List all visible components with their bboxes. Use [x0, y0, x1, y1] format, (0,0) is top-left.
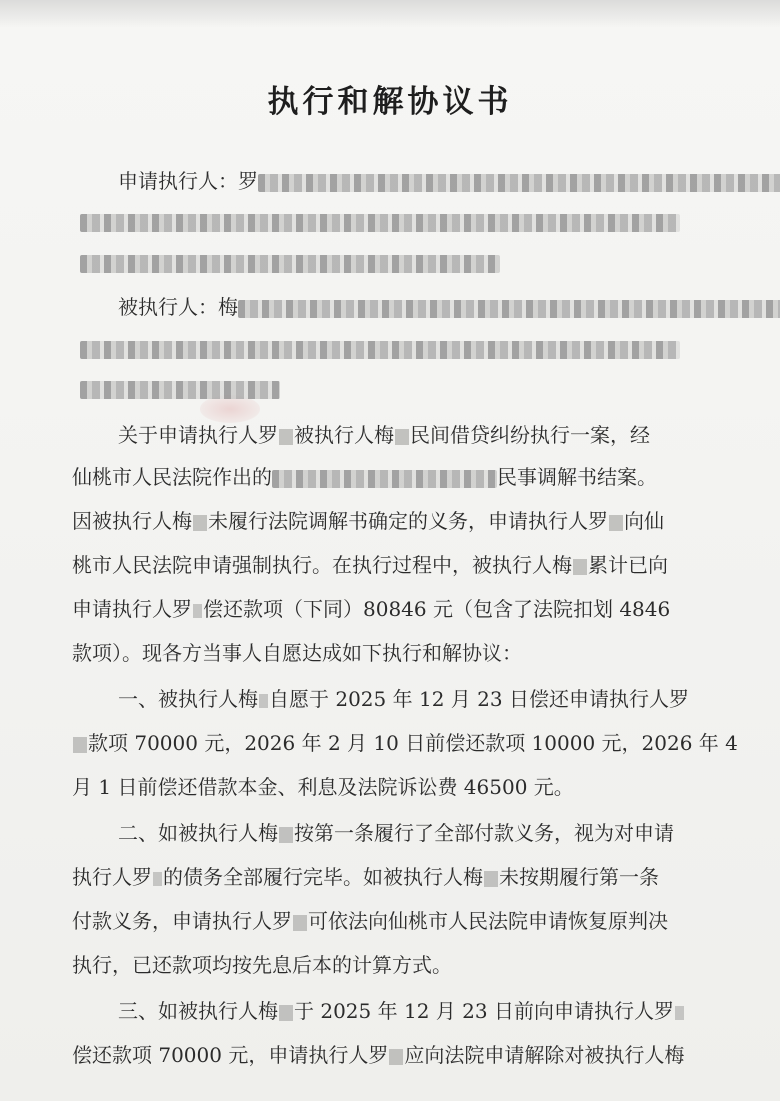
redacted-respondent-info-3 [80, 381, 280, 399]
redacted-name [279, 429, 293, 445]
text: 按第一条履行了全部付款义务，视为对申请 [294, 821, 674, 845]
text: 累计已向 [588, 553, 668, 577]
text: 仙桃市人民法院作出的 [72, 465, 272, 489]
text: 因被执行人梅 [72, 509, 192, 533]
text: 执行人罗 [72, 865, 152, 889]
para1-line5 [72, 593, 670, 625]
para3-line2 [72, 861, 659, 893]
applicant-line-3 [80, 246, 500, 278]
para2-line3 [72, 771, 574, 803]
redacted-name [389, 1049, 403, 1065]
respondent-line-3 [80, 372, 280, 404]
para2-line1 [118, 683, 689, 715]
para1-line4 [72, 549, 668, 581]
applicant-line [118, 165, 780, 197]
redacted-name [259, 694, 268, 708]
text: 三、如被执行人梅 [118, 999, 278, 1023]
text: 申请执行人罗 [72, 597, 192, 621]
text: 于 2025 年 12 月 23 日前向申请执行人罗 [294, 999, 674, 1023]
text: 向仙 [624, 509, 664, 533]
redacted-name [573, 559, 587, 575]
text: 应向法院申请解除对被执行人梅 [404, 1043, 685, 1067]
redacted-name [73, 737, 87, 753]
redacted-applicant-info-2 [80, 214, 680, 232]
text: 可依法向仙桃市人民法院申请恢复原判决 [308, 909, 668, 933]
text: 民间借贷纠纷执行一案，经 [410, 423, 650, 447]
text: 未履行法院调解书确定的义务，申请执行人罗 [208, 509, 608, 533]
para2-line2 [72, 727, 738, 759]
respondent-label: 被执行人：梅 [118, 295, 238, 319]
text: 桃市人民法院申请强制执行。在执行过程中，被执行人梅 [72, 553, 572, 577]
text: 的债务全部履行完毕。如被执行人梅 [163, 865, 483, 889]
redacted-applicant-info-3 [80, 255, 500, 273]
applicant-label: 申请执行人：罗 [118, 169, 258, 193]
applicant-line-2 [80, 205, 680, 237]
text: 未按期履行第一条 [499, 865, 659, 889]
redacted-name [675, 1006, 684, 1020]
text: 款项 70000 元，2026 年 2 月 10 日前偿还款项 10000 元，2026 年 4 [88, 731, 738, 755]
text: 月 1 日前偿还借款本金、利息及法院诉讼费 46500 元。 [72, 775, 574, 799]
para4-line2 [72, 1039, 684, 1071]
redacted-respondent-info [238, 300, 780, 318]
redacted-name [609, 515, 623, 531]
redacted-name [279, 1005, 293, 1021]
top-shadow [0, 0, 780, 28]
text: 款项）。现各方当事人自愿达成如下执行和解协议： [72, 641, 522, 665]
redacted-applicant-info [258, 174, 780, 192]
text: 偿还款项 70000 元，申请执行人罗 [72, 1043, 389, 1067]
redacted-name [279, 827, 293, 843]
text: 二、如被执行人梅 [118, 821, 278, 845]
redacted-name [484, 871, 498, 887]
text: 偿还款项（下同）80846 元（包含了法院扣划 4846 [203, 597, 671, 621]
respondent-line [118, 291, 780, 323]
para1-line1 [118, 419, 650, 451]
text: 关于申请执行人罗 [118, 423, 278, 447]
redacted-respondent-info-2 [80, 341, 680, 359]
redacted-name [193, 604, 202, 618]
text: 一、被执行人梅 [118, 687, 258, 711]
redacted-name [293, 915, 307, 931]
redacted-case-number [272, 470, 497, 488]
para1-line6 [72, 637, 522, 669]
redacted-name [153, 872, 162, 886]
document-title: 执行和解协议书 [267, 84, 513, 120]
redacted-name [395, 429, 409, 445]
para3-line4 [72, 949, 452, 981]
para1-line2 [72, 461, 657, 493]
para3-line1 [118, 817, 674, 849]
para3-line3 [72, 905, 668, 937]
para1-line3 [72, 505, 664, 537]
para4-line1 [118, 995, 685, 1027]
text: 自愿于 2025 年 12 月 23 日偿还申请执行人罗 [269, 687, 689, 711]
text: 付款义务，申请执行人罗 [72, 909, 292, 933]
text: 执行，已还款项均按先息后本的计算方式。 [72, 953, 452, 977]
redacted-name [193, 515, 207, 531]
text: 被执行人梅 [294, 423, 394, 447]
respondent-line-2 [80, 332, 680, 364]
text: 民事调解书结案。 [497, 465, 657, 489]
